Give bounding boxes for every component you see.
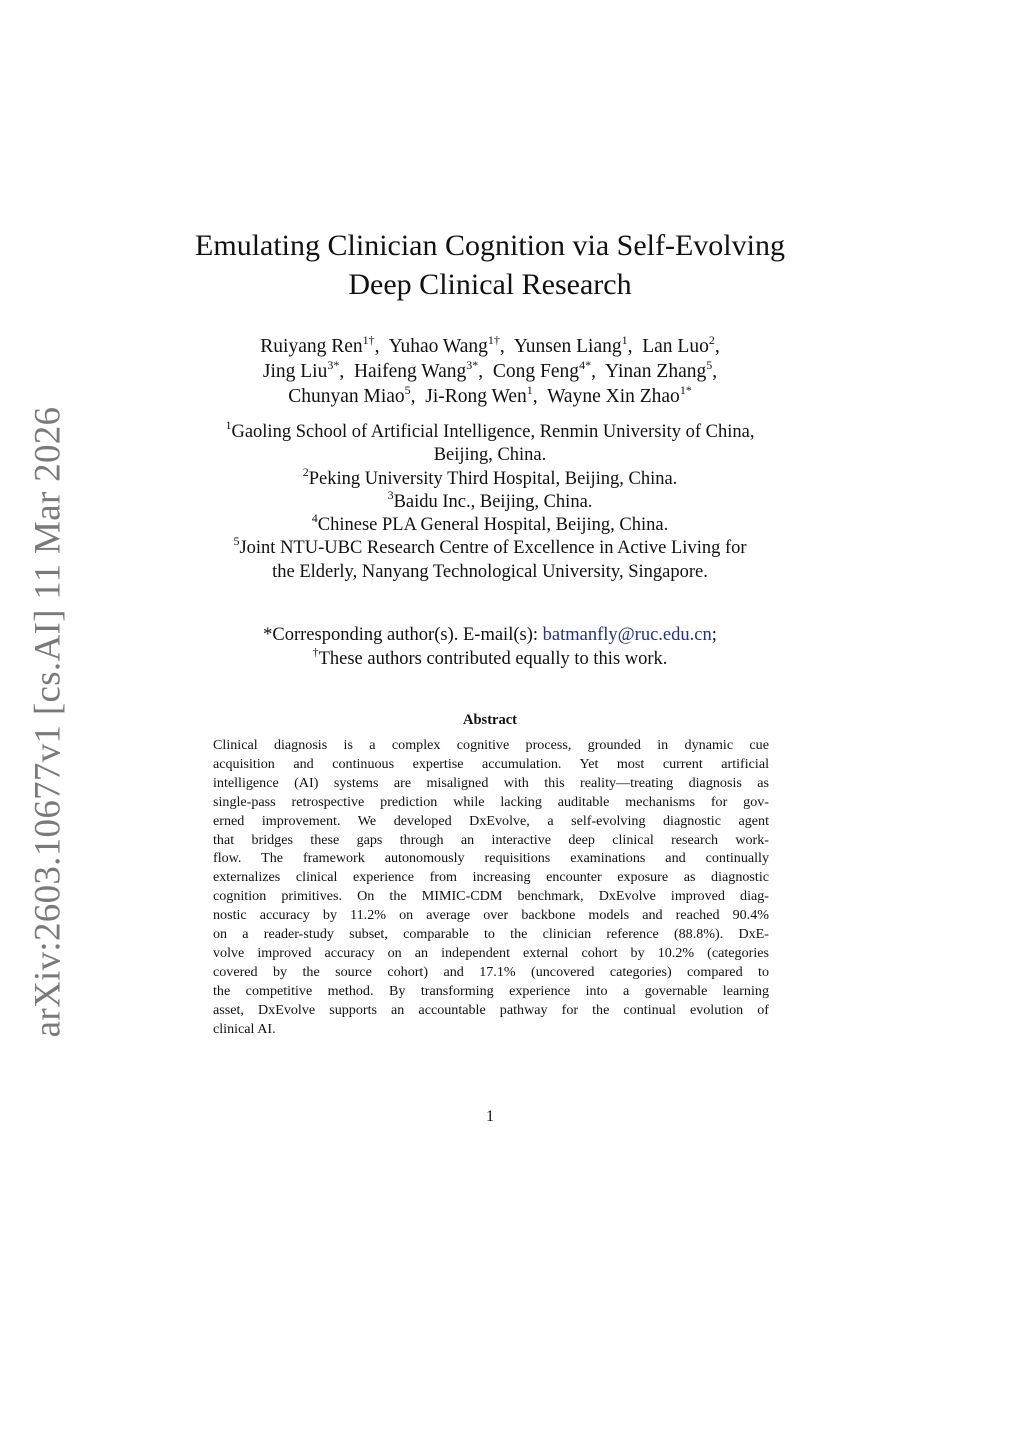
abstract-line: volve improved accuracy on an independent external cohort by 10.2% (categories: [213, 944, 769, 961]
abstract-line: nostic accuracy by 11.2% on average over backbone models and reached 90.4%: [213, 907, 769, 924]
affiliation-5: $^5$Joint NTU-UBC Research Centre of Excellence in Active Living for the Elderly, Nanyang Technological University, Singapore.: [233, 534, 747, 582]
abstract-line: cognition primitives. On the MIMIC-CDM benchmark, DxEvolve improved diag-: [213, 888, 769, 905]
author: Chunyan Miao$^5$: [288, 383, 411, 407]
abstract-line: that bridges these gaps through an interactive deep clinical research work-: [213, 831, 769, 848]
abstract-line: externalizes clinical experience from increasing encounter exposure as diagnostic: [213, 869, 769, 886]
affiliation-4: $^4$Chinese PLA General Hospital, Beijing, China.: [311, 511, 669, 536]
abstract-line: the competitive method. By transforming experience into a governable learning: [213, 982, 769, 999]
author: Haifeng Wang$^{3*}$: [353, 358, 479, 382]
arxiv-identifier-text: arXiv:2603.10677v1 [cs.AI] 11 Mar 2026: [27, 406, 69, 1038]
abstract-line: acquisition and continuous expertise accumulation. Yet most current artificial: [213, 755, 769, 772]
abstract-line: covered by the source cohort) and 17.1% (uncovered categories) compared to: [213, 963, 769, 980]
affiliation-1: $^1$Gaoling School of Artificial Intelligence, Renmin University of China, Beijing, China.: [225, 418, 755, 466]
abstract-line: erned improvement. We developed DxEvolve, a self-evolving diagnostic agent: [213, 812, 769, 829]
author: Cong Feng$^{4*}$: [492, 358, 592, 382]
author: Yunsen Liang$^1$: [513, 333, 628, 357]
abstract-heading: Abstract: [463, 712, 517, 728]
abstract-line: single-pass retrospective prediction while lacking auditable mechanisms for gov-: [213, 793, 769, 810]
abstract-line: Clinical diagnosis is a complex cognitive process, grounded in dynamic cue: [213, 737, 769, 753]
abstract-line: on a reader-study subset, comparable to the clinician reference (88.8%). DxE-: [213, 926, 769, 943]
author: Jing Liu$^{3*}$: [262, 358, 340, 382]
author: Ji-Rong Wen$^1$: [425, 383, 533, 407]
paper-title-line-2: Deep Clinical Research: [348, 268, 632, 301]
author: Wayne Xin Zhao$^{1*}$: [547, 383, 692, 407]
abstract-line: clinical AI.: [213, 1020, 276, 1037]
abstract-body: [213, 736, 769, 1039]
author-notes: [140, 624, 840, 671]
affiliation-2: $^2$Peking University Third Hospital, Beijing, China.: [302, 464, 678, 489]
paper-title: [140, 226, 840, 304]
abstract-line: intelligence (AI) systems are misaligned with this reality—treating diagnosis as: [213, 774, 769, 791]
corresponding-email-link[interactable]: batmanfly@ruc.edu.cn: [542, 625, 712, 645]
author: Ruiyang Ren$^{1\dagger}$: [260, 333, 375, 357]
paper-title-line-1: Emulating Clinician Cognition via Self-Evolving: [195, 229, 785, 262]
corresponding-author-note: *Corresponding author(s). E-mail(s): batmanfly@ruc.edu.cn;: [263, 625, 717, 645]
affiliation-3: $^3$Baidu Inc., Beijing, China.: [387, 487, 593, 512]
author: Yinan Zhang$^5$: [604, 358, 713, 382]
author: Yuhao Wang$^{1\dagger}$: [388, 333, 500, 357]
author: Lan Luo$^2$: [642, 333, 715, 357]
abstract-line: flow. The framework autonomously requisitions examinations and continually: [213, 850, 769, 867]
author-list: Ruiyang Ren$^{1\dagger}$, Yuhao Wang$^{1\dagger}$, Yunsen Liang$^1$, Lan Luo$^2$, Jing Liu$^{3*}$, Haifeng Wang$^{3*}$, Cong Feng$^{4*}$, Yinan Zhang$^5$, Chunyan Miao$^5$, Ji-Rong Wen$^1$, Wayne Xin Zhao$^{1*}$: [260, 333, 720, 407]
affiliation-list: [140, 418, 840, 584]
abstract-line: asset, DxEvolve supports an accountable pathway for the continual evolution of: [213, 1001, 769, 1018]
equal-contribution-note: †These authors contributed equally to this work.: [312, 644, 668, 669]
page-number: 1: [486, 1108, 494, 1125]
